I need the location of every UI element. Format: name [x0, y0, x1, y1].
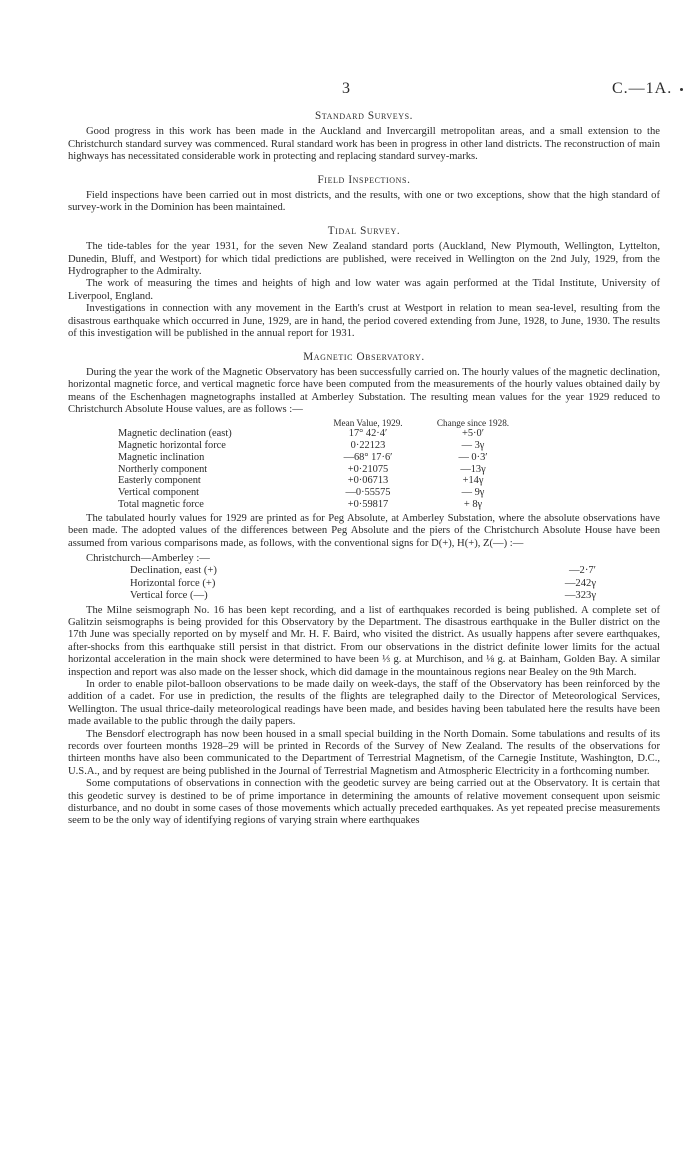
- heading-field-inspections: Field Inspections.: [317, 173, 411, 186]
- difference-value: —323γ: [564, 590, 596, 602]
- difference-label: Horizontal force (+): [130, 577, 216, 589]
- difference-row: [68, 578, 660, 590]
- table-row: [68, 452, 660, 464]
- table-row: [68, 464, 660, 476]
- row-value: +0·06713: [347, 475, 389, 487]
- row-change: — 3γ: [461, 439, 485, 451]
- column-header-mean: Mean Value, 1929.: [333, 417, 403, 428]
- heading-magnetic-observatory: Magnetic Observatory.: [303, 350, 425, 363]
- difference-value: —2·7′: [568, 565, 596, 577]
- magnetic-values-table: [68, 419, 660, 511]
- row-change: +5·0′: [462, 428, 484, 440]
- column-header-change: Change since 1928.: [436, 417, 510, 428]
- differences-title: Christchurch—Amberley :—: [86, 552, 210, 564]
- difference-row: [68, 565, 660, 577]
- paragraph: In order to enable pilot-balloon observations to be made daily on week-days, the staff of the Observatory has been reinforced by the addition of a cadet. For use in prediction, the results of the flights are telegraphed daily to the Director of Meteorological Services, Wellington. The usual thrice-daily meteorological readings have been made, and besides having been tabulated here the results have been made available to the public through the daily papers.: [68, 678, 660, 728]
- row-value: +0·59817: [347, 498, 389, 510]
- row-value: 17° 42·4′: [348, 428, 388, 440]
- table-row: [68, 440, 660, 452]
- difference-row: [68, 590, 660, 602]
- row-change: — 0·3′: [458, 451, 488, 463]
- paragraph: Some computations of observations in connection with the geodetic survey are being carried out at the Observatory. It is certain that this geodetic survey is destined to be of prime importance in determining the amounts of relative movement consequent upon seismic disturbance, and no doubt in some cases of those movements which actually preceded earthquakes. As yet repeated precise measurements seem to be the only way of identifying regions of varying strain where earthquakes: [68, 778, 660, 827]
- table-row: [68, 428, 660, 440]
- table-row: [68, 487, 660, 499]
- row-value: —68° 17·6′: [343, 451, 393, 463]
- row-label: Northerly component: [118, 463, 208, 475]
- row-value: —0·55575: [345, 487, 391, 499]
- row-label: Magnetic declination (east): [118, 428, 232, 440]
- table-header: [68, 419, 660, 429]
- paragraph: During the year the work of the Magnetic Observatory has been successfully carried on. The hourly values of the magnetic declination, horizontal magnetic force, and vertical magnetic force have been computed from the measurements of the hourly values obtained daily by means of the Eschenhagen magnetographs installed at Amberley Substation. The resulting mean values for the year 1929 reduced to Christchurch Absolute House values, are as follows :—: [68, 366, 660, 416]
- paragraph: The work of measuring the times and heights of high and low water was again performed at the Tidal Institute, University of Liverpool, England.: [68, 278, 660, 302]
- row-value: 0·22123: [350, 439, 386, 451]
- difference-value: —242γ: [564, 577, 596, 589]
- row-label: Magnetic inclination: [118, 451, 205, 463]
- row-label: Vertical component: [118, 487, 200, 499]
- row-change: + 8γ: [463, 498, 483, 510]
- document-code: C.—1A.: [612, 80, 673, 97]
- page-body: [68, 110, 660, 828]
- row-label: Easterly component: [118, 475, 201, 487]
- table-row: [68, 499, 660, 511]
- row-label: Total magnetic force: [118, 498, 204, 510]
- row-change: —13γ: [460, 463, 486, 475]
- differences-block: [68, 553, 660, 603]
- difference-label: Declination, east (+): [130, 565, 217, 577]
- paragraph: The tide-tables for the year 1931, for the seven New Zealand standard ports (Auckland, New Plymouth, Wellington, Lyttelton, Dunedin, Bluff, and Westport) for which tidal predictions are published, were received in Wellington on the 2nd July, 1929, from the Hydrographer to the Admiralty.: [68, 241, 660, 278]
- row-change: +14γ: [462, 475, 484, 487]
- paragraph: The Bensdorf electrograph has now been housed in a small special building in the North Domain. Some tabulations and results of its records over fourteen months 1928–29 will be printed in Records of the Survey of New Zealand. The results of the observations for thirteen months have also been communicated to the Department of Terrestrial Magnetism, of the Carnegie Institute, Washington, D.C., U.S.A., and by request are being published in the Journal of Terrestrial Magnetism and Atmospheric Electricity in a forthcoming number.: [68, 728, 660, 777]
- heading-tidal-survey: Tidal Survey.: [327, 224, 401, 237]
- page-header: [0, 0, 700, 110]
- table-row: [68, 475, 660, 487]
- row-label: Magnetic horizontal force: [118, 439, 226, 451]
- paragraph: Field inspections have been carried out in most districts, and the results, with one or two exceptions, show that the high standard of survey-work in the Dominion has been maintained.: [68, 190, 660, 214]
- paragraph: The Milne seismograph No. 16 has been kept recording, and a list of earthquakes recorded is being published. A complete set of Galitzin seismographs is being provided for this Observatory by the Department. The disastrous earthquake in the Buller district on the 17th June was specially reported on by myself and Mr. H. F. Baird, who visited the district. As usually happens after severe earthquakes, after-shocks from this earthquake still persist in that district. From our observations in the district definite lower limits for the actual horizontal acceleration in the main shock were determined to have been ⅓ g. at Murchison, and ⅛ g. at Bainham, Golden Bay. A similar inspection and report was also made on the lesser shock, which did damage in the mountainous regions near Bealey on the 9th March.: [68, 604, 660, 678]
- paragraph: Investigations in connection with any movement in the Earth's crust at Westport in relation to mean sea-level, resulting from the disastrous earthquake which occurred in June, 1929, are in hand, the period covered extending from June, 1928, to June, 1930. The results of this investigation will be published in the annual report for 1931.: [68, 303, 660, 340]
- heading-standard-surveys: Standard Surveys.: [314, 110, 414, 122]
- paragraph: Good progress in this work has been made in the Auckland and Invercargill metropolitan areas, and a small extension to the Christchurch standard survey was commenced. Rural standard work has been in progress in other land districts. The reconstruction of main highways has necessitated considerable work in protecting and replacing standard survey-marks.: [68, 126, 660, 163]
- page-number: 3: [342, 80, 350, 97]
- row-change: — 9γ: [461, 487, 485, 499]
- row-value: +0·21075: [347, 463, 389, 475]
- margin-dot: [680, 88, 683, 91]
- paragraph: The tabulated hourly values for 1929 are printed as for Peg Absolute, at Amberley Substation, where the absolute observations have been made. The adopted values of the differences between Peg Absolute and the piers of the Christchurch Absolute House have been assumed from various comparisons made, as follows, with the conventional signs for D(+), H(+), Z(—) :—: [68, 512, 660, 549]
- difference-label: Vertical force (—): [130, 590, 208, 602]
